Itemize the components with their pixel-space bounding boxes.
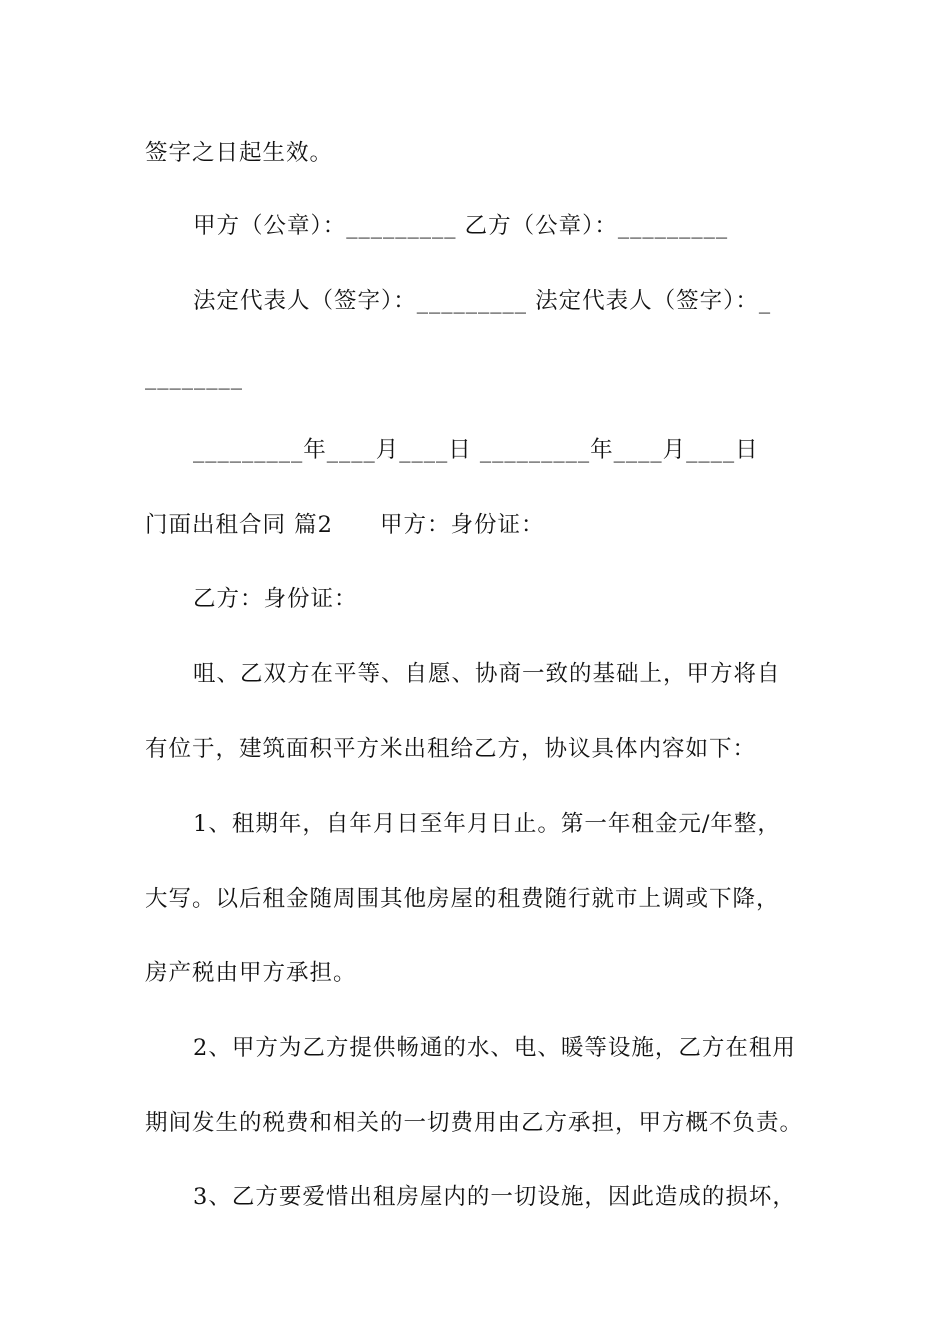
text-line: 乙方：身份证： (193, 586, 358, 612)
date-line: _________年____月____日 _________年____月____日 (193, 437, 759, 463)
clause-2-line: 期间发生的税费和相关的一切费用由乙方承担，甲方概不负责。 (145, 1110, 804, 1136)
signature-line-continuation: ________ (145, 364, 243, 390)
text-line: 签字之日起生效。 (145, 140, 334, 166)
paragraph-line: 咀、乙双方在平等、自愿、协商一致的基础上，甲方将自 (193, 661, 781, 687)
clause-1-line: 1、租期年，自年月日至年月日止。第一年租金元/年整， (193, 811, 781, 837)
signature-line-representative: 法定代表人（签字）：_________ 法定代表人（签字）：_ (193, 288, 772, 314)
clause-1-line: 房产税由甲方承担。 (145, 960, 357, 986)
clause-2-line: 2、甲方为乙方提供畅通的水、电、暖等设施，乙方在租用 (193, 1035, 796, 1061)
section-heading: 门面出租合同 篇2 甲方：身份证： (145, 512, 545, 538)
clause-3-line: 3、乙方要爱惜出租房屋内的一切设施，因此造成的损坏， (193, 1184, 796, 1210)
signature-line-seal: 甲方（公章）：_________ 乙方（公章）：_________ (193, 213, 729, 239)
clause-1-line: 大写。以后租金随周围其他房屋的租费随行就市上调或下降， (145, 886, 780, 912)
paragraph-line: 有位于，建筑面积平方米出租给乙方，协议具体内容如下： (145, 736, 757, 762)
